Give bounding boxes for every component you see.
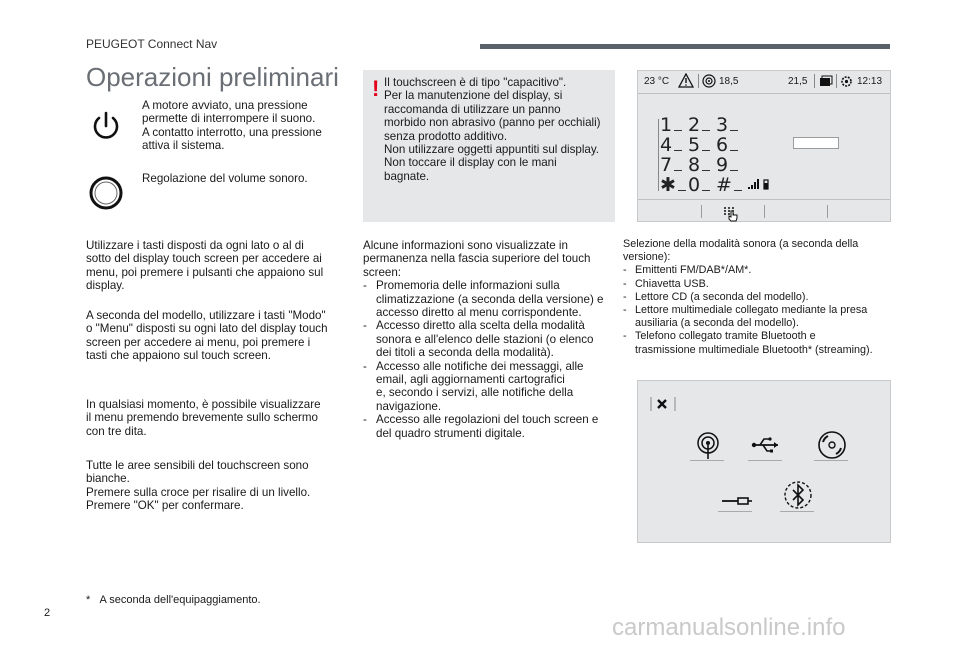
status-divider — [836, 74, 837, 88]
volume-knob-icon — [88, 175, 124, 216]
header-brand: PEUGEOT Connect Nav — [86, 37, 218, 51]
bottom-divider — [701, 205, 702, 218]
clock: 12:13 — [857, 76, 883, 87]
touchscreen-home-illustration — [637, 70, 891, 222]
cd-icon — [814, 427, 850, 463]
signal-icon — [748, 177, 772, 195]
touch-hand-icon — [728, 209, 738, 227]
right-value: 21,5 — [788, 76, 808, 87]
source-underline — [814, 460, 848, 461]
source-underline — [748, 460, 782, 461]
page-title: Operazioni preliminari — [86, 62, 339, 92]
close-icon — [650, 395, 676, 418]
usb-icon — [748, 427, 784, 463]
bottom-divider — [827, 205, 828, 218]
keypad-divider — [658, 119, 659, 191]
phone-keypad: 1 2 3 4 5 6 7 8 9 ✱ 0 # — [660, 115, 744, 195]
page-number: 2 — [44, 607, 51, 619]
radio-frequency: 18,5 — [719, 76, 739, 87]
warning-icon — [678, 73, 694, 91]
radio-icon — [702, 74, 716, 91]
bottom-bar — [638, 199, 890, 222]
warning-mark: ! — [372, 76, 380, 101]
status-divider — [814, 74, 815, 88]
sensitive-areas-paragraph: Tutte le aree sensibili del touchscreen sono bianche. Premere sulla croce per risalire di un livello. Premere "OK" per confermare. — [86, 459, 311, 513]
footnote: * A seconda dell'equipaggiamento. — [86, 594, 261, 606]
three-finger-paragraph: In qualsiasi momento, è possibile visualizzare il menu premendo brevemente sullo schermo con tre dita. — [86, 398, 321, 438]
power-description: A motore avviato, una pressione permette di interrompere il suono. A contatto interrotto, una pressione attiva il sistema. — [142, 99, 322, 153]
bottom-divider — [764, 205, 765, 218]
radio-icon — [690, 427, 726, 463]
source-underline — [718, 511, 752, 512]
modes-paragraph: A seconda del modello, utilizzare i tasti "Modo" o "Menu" disposti su ogni lato del display touch screen per accedere ai menu, poi premere i tasti che appaiono sul touch screen. — [86, 309, 328, 363]
status-bar — [638, 71, 890, 94]
source-underline — [690, 460, 724, 461]
bluetooth-icon — [780, 477, 816, 513]
number-input-field — [793, 137, 839, 149]
status-divider — [698, 74, 699, 88]
sound-mode-list: Selezione della modalità sonora (a seconda della versione): - Emittenti FM/DAB*/AM*. - Chiavetta USB. - Lettore CD (a seconda del modello). - Lettore multimediale collegato mediante la presa ausiliaria (a seconda del modello). - Telefono collegato tramite Bluetooth e trasmissione multimediale Bluetooth* (streaming). — [623, 238, 873, 356]
intro-paragraph: Utilizzare i tasti disposti da ogni lato o al di sotto del display touch screen per accedere ai menu, poi premere i pulsanti che appaiono sul display. — [86, 239, 324, 293]
power-icon — [88, 108, 124, 149]
source-underline — [780, 511, 814, 512]
header-bar — [480, 44, 890, 49]
status-bar-info: Alcune informazioni sono visualizzate in permanenza nella fascia superiore del touch screen: - Promemoria delle informazioni sulla climatizzazione (a seconda della versione) e accesso diretto al menu corrispondente. - Accesso diretto alla scelta della modalità sonora e all'elenco delle stazioni (o elenco dei titoli a seconda della modalità). - Accesso alle notifiche dei messaggi, alle email, agli aggiornamenti cartografici e, secondo i servizi, alle notifiche della navigazione. - Accesso alle regolazioni del touch screen e del quadro strumenti digitale. — [363, 239, 604, 440]
settings-icon — [840, 75, 853, 91]
temperature: 23 °C — [644, 76, 670, 87]
warning-text: Il touchscreen è di tipo "capacitivo". Per la manutenzione del display, si raccomanda di utilizzare un panno morbido non abrasivo (panno per occhiali) senza prodotto additivo. Non utilizzare oggetti appuntiti sul display. Non toccare il display con le mani bagnate. — [384, 76, 601, 183]
sound-source-illustration — [637, 380, 891, 543]
volume-description: Regolazione del volume sonoro. — [142, 172, 308, 185]
watermark: carmanualsonline.info — [612, 614, 846, 641]
messages-icon — [819, 75, 833, 90]
